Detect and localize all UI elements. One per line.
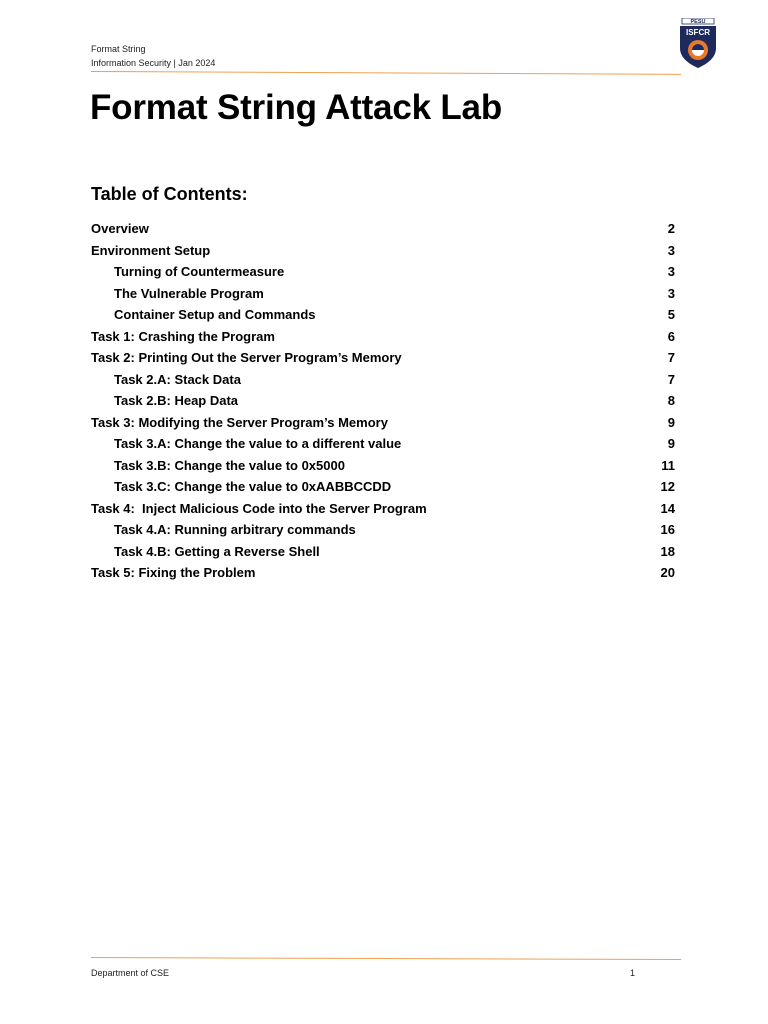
toc-entry-label: Turning of Countermeasure [114,264,285,279]
header-document-name: Format String [91,44,146,54]
toc-entry-page: 16 [660,522,675,537]
toc-entry-page: 11 [661,457,675,473]
toc-entry-vulnerable-program[interactable] [91,283,675,305]
toc-entry-label: Task 5: Fixing the Problem [91,565,256,580]
toc-entry-overview[interactable] [91,218,675,240]
toc-entry-label: Task 2.A: Stack Data [114,371,241,387]
toc-entry-label: Task 1: Crashing the Program [91,328,275,344]
toc-entry-label: Task 4.A: Running arbitrary commands [114,522,356,537]
pesu-isfcr-logo [679,18,717,68]
toc-heading: Table of Contents: [91,184,248,204]
toc-entry-label: Container Setup and Commands [114,307,316,322]
toc-entry-task-4a[interactable] [91,519,675,541]
toc-entry-environment-setup[interactable] [91,240,675,262]
toc-entry-label: Task 3.B: Change the value to 0x5000 [114,457,345,473]
toc-entry-page: 5 [667,307,675,322]
toc-entry-label: Task 4: Inject Malicious Code into the Server Program [91,500,427,516]
toc-entry-page: 6 [667,328,675,344]
document-title: Format String Attack Lab [90,88,503,127]
toc-entry-label: Task 3.C: Change the value to 0xAABBCCDD [114,479,392,494]
toc-entry-label: The Vulnerable Program [114,285,264,301]
toc-entry-page: 9 [667,414,675,430]
toc-entry-label: Task 2: Printing Out the Server Program’s Memory [91,350,402,365]
toc-entry-task-1[interactable] [91,326,675,348]
toc-entry-label: Overview [91,221,149,236]
logo-top-text: PESU [690,19,706,25]
toc-entry-page: 9 [667,436,675,451]
toc-entry-page: 7 [667,350,675,365]
toc-entry-label: Task 3.A: Change the value to a different value [114,436,402,451]
logo-main-text: ISFCR [686,28,710,37]
toc-entry-task-2[interactable] [91,347,675,369]
toc-entry-task-2b[interactable] [91,390,675,412]
toc-entry-label: Task 2.B: Heap Data [114,393,239,408]
toc-entry-task-3b[interactable] [91,455,675,477]
toc-entry-label: Task 4.B: Getting a Reverse Shell [114,543,320,559]
toc-entry-page: 7 [667,371,675,387]
toc-entry-countermeasure[interactable] [91,261,675,283]
toc-entry-page: 2 [667,221,675,236]
toc-entry-label: Environment Setup [91,242,211,258]
header-course-date: Information Security | Jan 2024 [91,58,216,68]
toc-entry-page: 3 [667,285,675,301]
toc-entry-task-2a[interactable] [91,369,675,391]
toc-entry-task-3a[interactable] [91,433,675,455]
footer-divider [91,957,681,960]
toc-entry-task-4[interactable] [91,498,675,520]
toc-entry-page: 20 [660,565,675,580]
footer-department: Department of CSE [91,968,170,978]
toc-entry-task-3c[interactable] [91,476,675,498]
table-of-contents [91,218,675,584]
toc-entry-page: 3 [667,242,675,258]
page-header [91,42,215,70]
header-divider [91,71,681,75]
toc-entry-task-4b[interactable] [91,541,675,563]
toc-entry-task-5[interactable] [91,562,675,584]
toc-entry-label: Task 3: Modifying the Server Program’s Memory [91,414,388,430]
footer-page-number: 1 [630,968,636,978]
toc-entry-page: 3 [667,264,675,279]
toc-entry-container-setup[interactable] [91,304,675,326]
toc-entry-page: 18 [660,543,675,559]
toc-entry-page: 12 [660,479,675,494]
toc-entry-page: 8 [667,393,675,408]
toc-entry-page: 14 [660,500,675,516]
toc-entry-task-3[interactable] [91,412,675,434]
